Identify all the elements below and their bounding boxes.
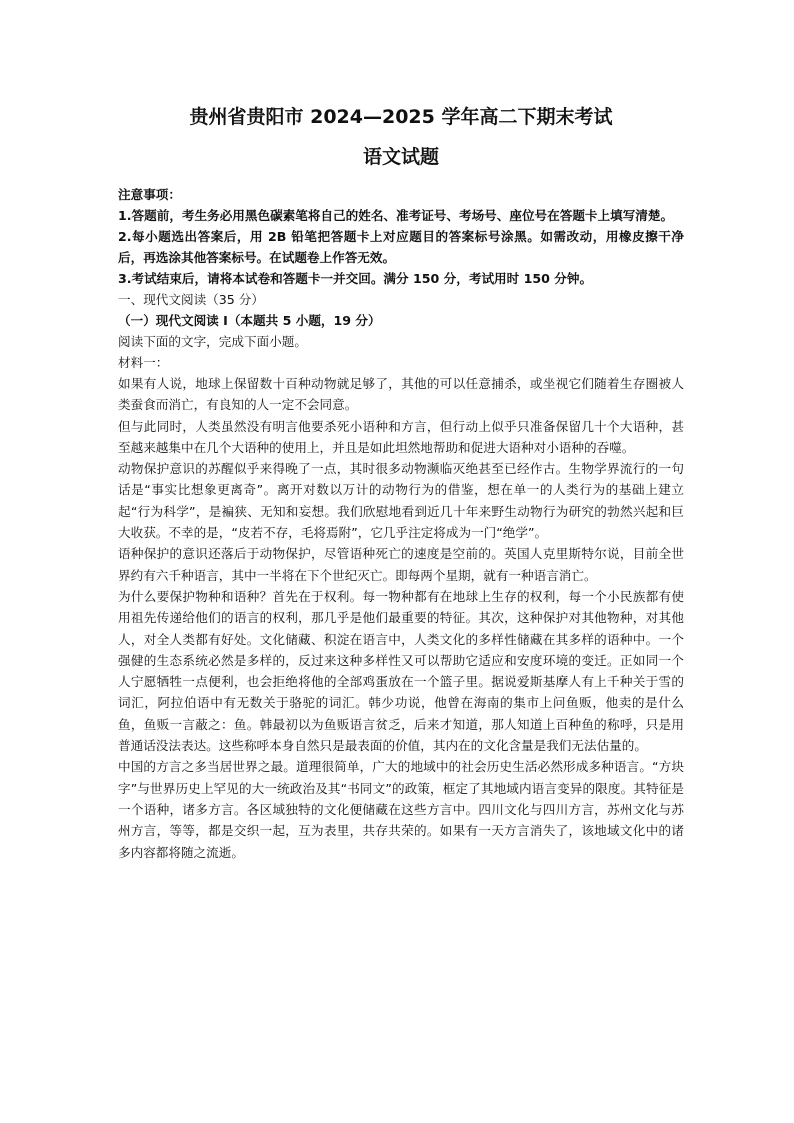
exam-title: 贵州省贵阳市 2024—2025 学年高二下期末考试 [189, 106, 613, 128]
paragraph-5: 为什么要保护物种和语种？首先在于权利。每一物种都有在地球上生存的权利，每一个小民族都有使用祖先传递给他们的语言的权利，那几乎是他们最重要的特征。其次，这种保护对其他物种，对其他人，对全人类都有好处。文化储藏、积淀在语言中，人类文化的多样性储藏在其多样的语种中。一个强健的生态系统必然是多样的，反过来这种多样性又可以帮助它适应和安度环境的变迁。正如同一个人宁愿牺牲一点便利，也会拒绝将他的全部鸡蛋放在一个篮子里。据说爱斯基摩人有上千种关于雪的词汇，阿拉伯语中有无数关于骆驼的词汇。韩少功说，他曾在海南的集市上问鱼贩，他卖的是什么鱼，鱼贩一言蔽之：鱼。韩最初以为鱼贩语言贫乏，后来才知道，那人知道上百种鱼的称呼，只是用普通话没法表达。这些称呼本身自然只是最表面的价值，其内在的文化含量是我们无法估量的。 [118, 588, 684, 754]
notice-heading: 注意事项： [118, 187, 181, 202]
notice-item-2: 2.每小题选出答案后，用 2B 铅笔把答题卡上对应题目的答案标号涂黑。如需改动，用橡皮擦干净后，再选涂其他答案标号。在试题卷上作答无效。 [118, 229, 684, 265]
exam-subtitle: 语文试题 [362, 146, 439, 168]
reading-instruction: 阅读下面的文字，完成下面小题。 [118, 334, 307, 349]
paragraph-3: 动物保护意识的苏醒似乎来得晚了一点，其时很多动物濒临灭绝甚至已经作古。生物学界流行的一句话是“事实比想象更离奇”。离开对数以万计的动物行为的借鉴，想在单一的人类行为的基础上建立起“行为科学”，是褊狭、无知和妄想。我们欣慰地看到近几十年来野生动物行为研究的勃然兴起和巨大收获。不幸的是，“皮若不存，毛将焉附”，它几乎注定将成为一门“绝学”。 [118, 461, 684, 541]
paragraph-2: 但与此同时，人类虽然没有明言他要杀死小语种和方言，但行动上似乎只准备保留几十个大语种，甚至越来越集中在几个大语种的使用上，并且是如此坦然地帮助和促进大语种对小语种的吞噬。 [118, 418, 684, 455]
paragraph-1: 如果有人说，地球上保留数十百种动物就足够了，其他的可以任意捕杀，或坐视它们随着生存圈被人类蚕食而消亡，有良知的人一定不会同意。 [118, 376, 684, 413]
section-heading: 一、现代文阅读（35 分） [118, 292, 264, 307]
material-label: 材料一： [118, 355, 169, 370]
document-page [118, 100, 684, 863]
notice-item-3: 3.考试结束后，请将本试卷和答题卡一并交回。满分 150 分，考试用时 150 分钟。 [118, 271, 593, 286]
notice-item-1: 1.答题前，考生务必用黑色碳素笔将自己的姓名、准考证号、考场号、座位号在答题卡上填写清楚。 [118, 208, 674, 223]
paragraph-4: 语种保护的意识还落后于动物保护，尽管语种死亡的速度是空前的。英国人克里斯特尔说，目前全世界约有六千种语言，其中一半将在下个世纪灭亡。即每两个星期，就有一种语言消亡。 [118, 546, 684, 583]
paragraph-6: 中国的方言之多当居世界之最。道理很简单，广大的地域中的社会历史生活必然形成多种语言。“方块字”与世界历史上罕见的大一统政治及其“书同文”的政策，框定了其地域内语言变异的限度。其特征是一个语种，诸多方言。各区域独特的文化便储藏在这些方言中。四川文化与四川方言，苏州文化与苏州方言，等等，都是交织一起，互为表里，共存共荣的。如果有一天方言消失了，该地域文化中的诸多内容都将随之流逝。 [118, 759, 684, 860]
subsection-heading: （一）现代文阅读 I（本题共 5 小题，19 分） [118, 313, 381, 328]
